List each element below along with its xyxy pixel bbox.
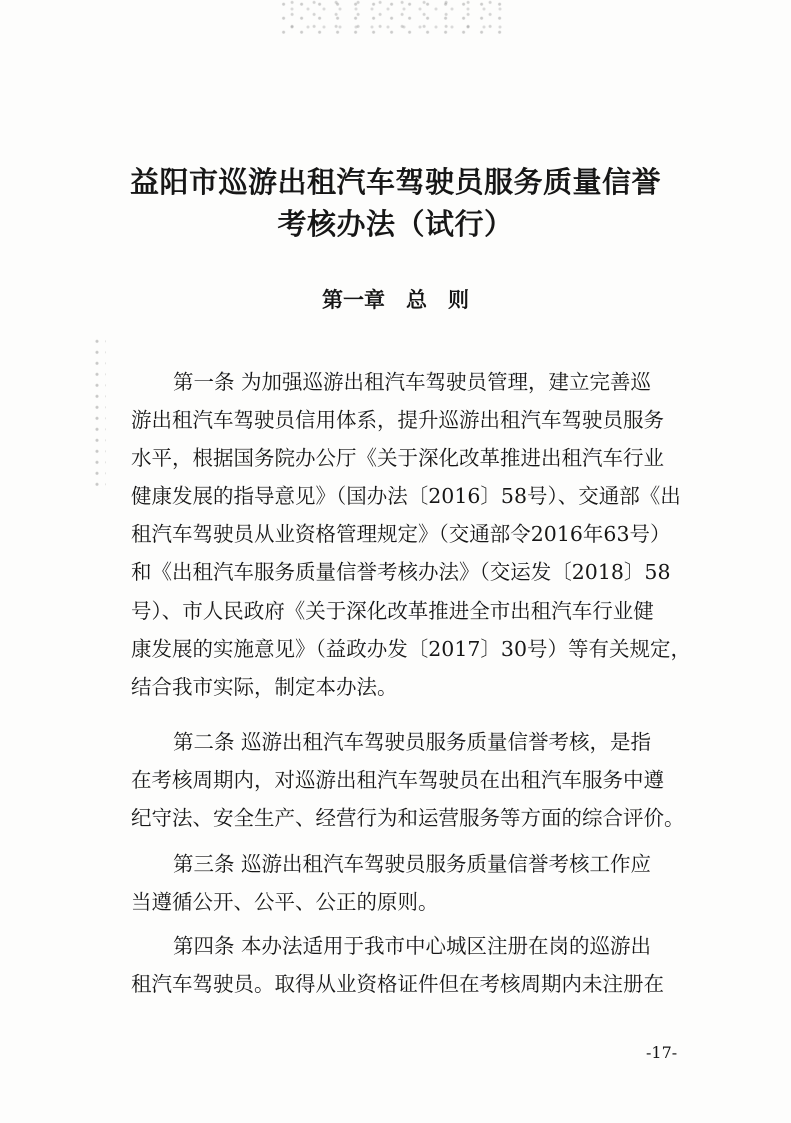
body-line: 租汽车驾驶员从业资格管理规定》（交通部令2016年63号） [131,522,671,546]
body-line: 第一条 为加强巡游出租汽车驾驶员管理，建立完善巡 [173,370,652,394]
body-line: 第三条 巡游出租汽车驾驶员服务质量信誉考核工作应 [173,852,652,876]
chapter-gap [385,287,406,312]
chapter-label: 第一章 [322,287,385,312]
scan-noise-left [92,338,106,488]
chapter-name: 总 则 [406,287,469,312]
document-title-line-1: 益阳市巡游出租汽车驾驶员服务质量信誉 [129,165,661,199]
body-line: 和《出租汽车服务质量信誉考核办法》（交运发〔2018〕58 [131,560,671,584]
body-line: 号）、市人民政府《关于深化改革推进全市出租汽车行业健 [131,599,654,623]
body-line: 康发展的实施意见》（益政办发〔2017〕30号）等有关规定， [131,637,692,661]
body-line: 租汽车驾驶员。取得从业资格证件但在考核周期内未注册在 [131,972,664,996]
page-number: -17- [646,1043,678,1062]
body-line: 纪守法、安全生产、经营行为和运营服务等方面的综合评价。 [131,806,685,830]
body-line: 第二条 巡游出租汽车驾驶员服务质量信誉考核，是指 [173,730,652,754]
body-line: 结合我市实际，制定本办法。 [131,675,398,699]
document-title-line-2: 考核办法（试行） [277,207,514,241]
chapter-heading [0,285,791,315]
body-line: 健康发展的指导意见》（国办法〔2016〕58号）、交通部《出 [131,484,681,508]
body-line: 游出租汽车驾驶员信用体系，提升巡游出租汽车驾驶员服务 [131,408,664,432]
body-line: 第四条 本办法适用于我市中心城区注册在岗的巡游出 [173,934,652,958]
body-line: 在考核周期内，对巡游出租汽车驾驶员在出租汽车服务中遵 [131,768,664,792]
body-line: 当遵循公开、公平、公正的原则。 [131,890,439,914]
scan-noise-top [280,0,510,34]
body-line: 水平，根据国务院办公厅《关于深化改革推进出租汽车行业 [131,446,664,470]
